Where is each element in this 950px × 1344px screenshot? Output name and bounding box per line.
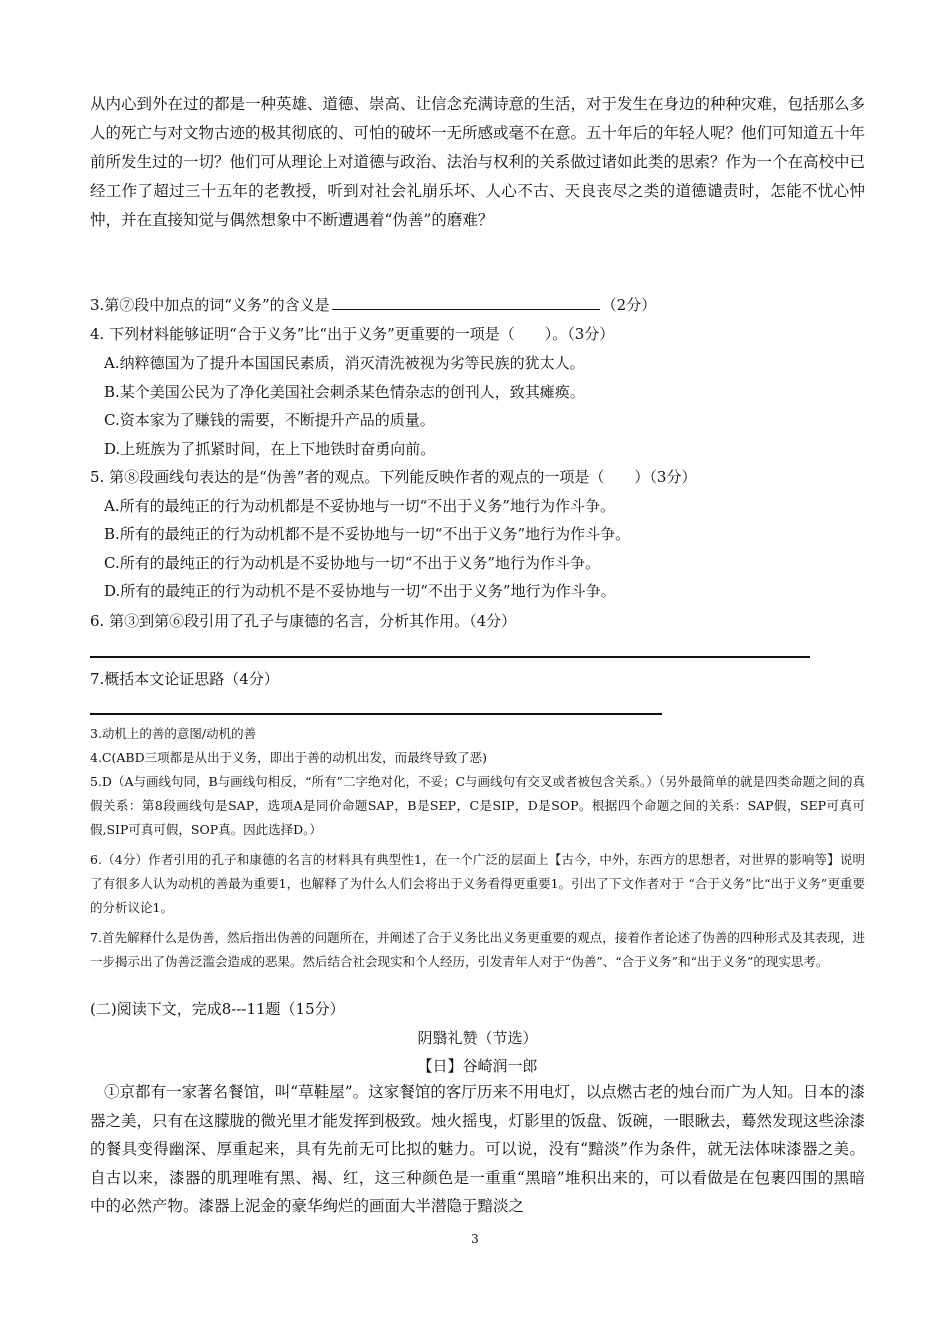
page-number: 3 [471, 1232, 479, 1246]
question-5-option-c: C.所有的最纯正的行为动机是不妥协地与一切“不出于义务”地行为作斗争。 [104, 554, 601, 572]
article-author: 【日】谷崎润一郎 [417, 1057, 538, 1075]
question-3-score: （2分） [601, 296, 657, 314]
answer-key-5: 5.D（A与画线句同，B与画线句相反，“所有”二字绝对化，不妥；C与画线句有交叉或者被包含关系。）（另外最简单的就是四类命题之间的真假关系：第8段画线句是SAP，选项A是同价命题SAP，B是SEP，C是SIP，D是SOP。根据四个命题之间的关系：SAP假，SEP可真可假,SIP可真可假，SOP真。因此选择D。） [90, 774, 866, 837]
question-5-stem: 5. 第⑧段画线句表达的是“伪善”者的观点。下列能反映作者的观点的一项是（ ）（3分） [90, 468, 697, 486]
section-heading: (二)阅读下文，完成8---11题（15分） [90, 1000, 345, 1018]
question-4-stem: 4. 下列材料能够证明“合于义务”比“出于义务”更重要的一项是（ ）。（3分） [90, 325, 615, 343]
answer-line[interactable] [90, 713, 662, 715]
question-4-option-d: D.上班族为了抓紧时间，在上下地铁时奋勇向前。 [104, 440, 436, 458]
question-4-option-b: B.某个美国公民为了净化美国社会刺杀某色情杂志的创刊人，致其瘫痪。 [104, 383, 585, 401]
question-5-option-a: A.所有的最纯正的行为动机都是不妥协地与一切“不出于义务”地行为作斗争。 [104, 497, 615, 515]
question-7-stem: 7.概括本文论证思路（4分） [90, 670, 279, 688]
answer-blank[interactable] [332, 295, 600, 310]
article-paragraph: ①京都有一家著名餐馆，叫“草鞋屋”。这家餐馆的客厅历来不用电灯，以点燃古老的烛台而广为人知。日本的漆器之美，只有在这朦胧的微光里才能发挥到极致。烛火摇曳，灯影里的饭盘、饭碗，一眼瞅去，蓦然发现这些涂漆的餐具变得幽深、厚重起来，具有先前无可比拟的魅力。可以说，没有“黯淡”作为条件，就无法体味漆器之美。自古以来，漆器的肌理唯有黑、褐、红，这三种颜色是一重重“黑暗”堆积出来的，可以看做是在包裹四围的黑暗中的必然产物。漆器上泥金的豪华绚烂的画面大半潜隐于黯淡之 [90, 1083, 866, 1216]
question-4-option-c: C.资本家为了赚钱的需要，不断提升产品的质量。 [104, 411, 435, 429]
answer-line[interactable] [90, 656, 810, 658]
answer-key-3: 3.动机上的善的意图/动机的善 [90, 726, 257, 741]
answer-key-6: 6.（4分）作者引用的孔子和康德的名言的材料具有典型性1，在一个广泛的层面上【古今，中外，东西方的思想者，对世界的影响等】说明了有很多人认为动机的善最为重要1，也解释了为什么人们会将出于义务看得更重要1。引出了下文作者对于 “合于义务”比“出于义务”更重要的分析议论1。 [90, 852, 865, 915]
question-6-stem: 6. 第③到第⑥段引用了孔子与康德的名言，分析其作用。（4分） [90, 612, 517, 630]
answer-key-7: 7.首先解释什么是伪善，然后指出伪善的问题所在，并阐述了合于义务比出义务更重要的观点，接着作者论述了伪善的四种形式及其表现，进一步揭示出了伪善泛滥会造成的恶果。然后结合社会现实和个人经历，引发青年人对于“伪善”、“合于义务”和“出于义务”的现实思考。 [90, 930, 865, 969]
question-5-option-b: B.所有的最纯正的行为动机都不是不妥协地与一切“不出于义务”地行为作斗争。 [104, 525, 631, 543]
question-4-option-a: A.纳粹德国为了提升本国国民素质，消灭清洗被视为劣等民族的犹太人。 [104, 354, 585, 372]
passage-paragraph: 从内心到外在过的都是一种英雄、道德、崇高、让信念充满诗意的生活，对于发生在身边的种种灾难，包括那么多人的死亡与对文物古迹的极其彻底的、可怕的破坏一无所感或毫不在意。五十年后的年轻人呢？他们可知道五十年前所发生过的一切？他们可从理论上对道德与政治、法治与权利的关系做过诸如此类的思索？作为一个在高校中已经工作了超过三十五年的老教授，听到对社会礼崩乐坏、人心不古、天良丧尽之类的道德谴责时，怎能不忧心忡忡，并在直接知觉与偶然想象中不断遭遇着“伪善”的磨难？ [90, 95, 866, 229]
article-title: 阴翳礼赞（节选） [417, 1029, 538, 1047]
question-3-text: 3.第⑦段中加点的词“义务”的含义是 [90, 296, 330, 314]
answer-key-4: 4.C(ABD三项都是从出于义务，即出于善的动机出发，而最终导致了恶) [90, 750, 487, 765]
question-3 [90, 294, 656, 315]
question-5-option-d: D.所有的最纯正的行为动机不是不妥协地与一切“不出于义务”地行为作斗争。 [104, 582, 616, 600]
